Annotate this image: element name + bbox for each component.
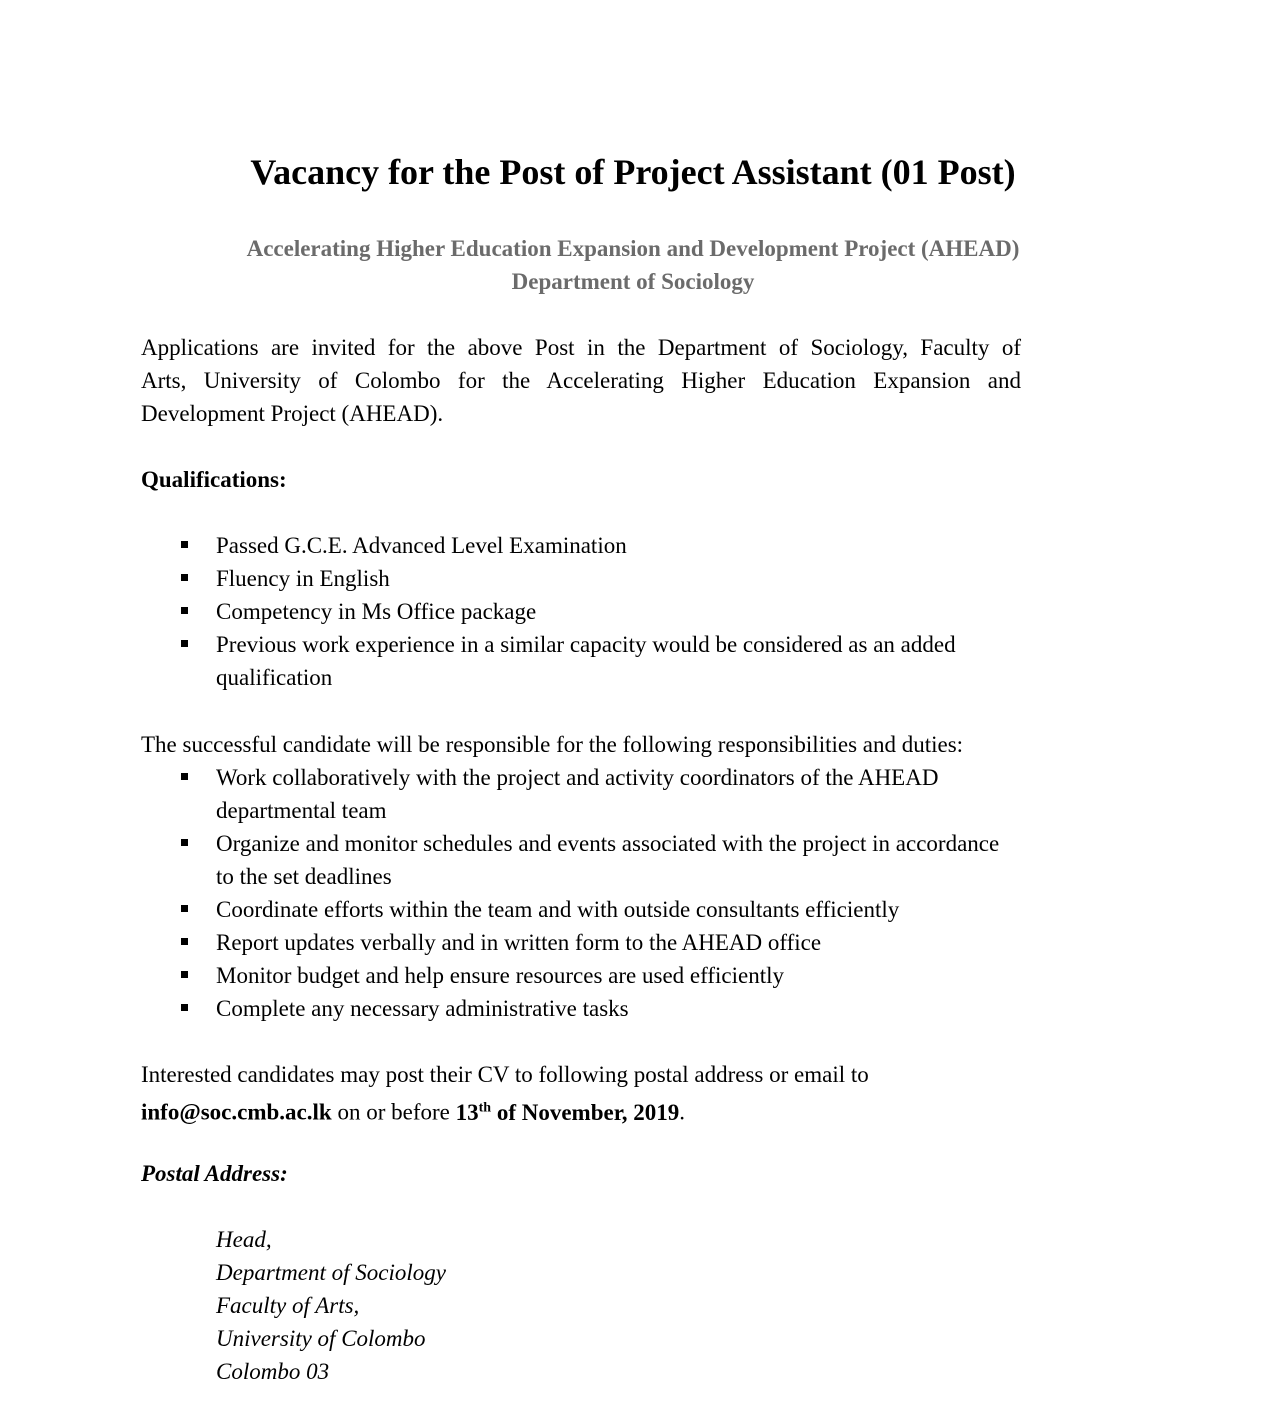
square-bullet-icon bbox=[181, 971, 188, 978]
list-item bbox=[141, 893, 999, 926]
list-item-text: to the set deadlines bbox=[216, 864, 392, 889]
list-item-text: Previous work experience in a similar capacity would be considered as an added bbox=[216, 632, 956, 657]
list-item-text: Report updates verbally and in written form to the AHEAD office bbox=[216, 930, 822, 955]
intro-paragraph bbox=[141, 331, 1021, 430]
intro-line: Development Project (AHEAD). bbox=[141, 401, 444, 426]
square-bullet-icon bbox=[181, 905, 188, 912]
address-line: Colombo 03 bbox=[216, 1359, 330, 1384]
deadline-day: 13 bbox=[455, 1099, 479, 1125]
list-item bbox=[141, 992, 999, 1025]
list-item bbox=[141, 562, 956, 595]
list-item bbox=[141, 595, 956, 628]
list-item bbox=[141, 761, 999, 827]
apply-end: . bbox=[679, 1099, 686, 1125]
list-item-text: Monitor budget and help ensure resources are used efficiently bbox=[216, 963, 784, 988]
square-bullet-icon bbox=[181, 1004, 188, 1011]
address-line: Head, bbox=[216, 1227, 272, 1252]
intro-line: Arts, University of Colombo for the Accelerating Higher Education Expansion and bbox=[141, 368, 1021, 393]
project-name: Accelerating Higher Education Expansion and Development Project (AHEAD) bbox=[246, 236, 1020, 261]
email-address[interactable]: info@soc.cmb.ac.lk bbox=[141, 1099, 332, 1125]
project-subtitle bbox=[0, 232, 1266, 298]
address-line: Department of Sociology bbox=[216, 1260, 446, 1285]
list-item-text: departmental team bbox=[216, 798, 387, 823]
department-name: Department of Sociology bbox=[511, 269, 755, 294]
deadline-date bbox=[456, 1100, 680, 1125]
qualifications-heading: Qualifications: bbox=[141, 467, 287, 492]
postal-address bbox=[216, 1223, 446, 1388]
address-line: University of Colombo bbox=[216, 1326, 426, 1351]
square-bullet-icon bbox=[181, 574, 188, 581]
list-item bbox=[141, 926, 999, 959]
square-bullet-icon bbox=[181, 938, 188, 945]
deadline-day-suffix: th bbox=[478, 1100, 492, 1115]
list-item-text: Complete any necessary administrative tasks bbox=[216, 996, 629, 1021]
list-item bbox=[141, 827, 999, 893]
duties-intro: The successful candidate will be responsible for the following responsibilities and duties: bbox=[141, 732, 964, 757]
intro-line: Applications are invited for the above Post in the Department of Sociology, Faculty of bbox=[141, 335, 1021, 360]
list-item bbox=[141, 529, 956, 562]
duties-list bbox=[141, 761, 999, 1025]
list-item bbox=[141, 628, 956, 694]
apply-line: Interested candidates may post their CV to following postal address or email to bbox=[141, 1062, 869, 1087]
list-item bbox=[141, 959, 999, 992]
list-item-text: Organize and monitor schedules and events associated with the project in accordance bbox=[216, 831, 1000, 856]
square-bullet-icon bbox=[181, 640, 188, 647]
qualifications-list bbox=[141, 529, 956, 694]
address-line: Faculty of Arts, bbox=[216, 1293, 360, 1318]
list-item-text: Passed G.C.E. Advanced Level Examination bbox=[216, 533, 627, 558]
list-item-text: Competency in Ms Office package bbox=[216, 599, 537, 624]
square-bullet-icon bbox=[181, 541, 188, 548]
square-bullet-icon bbox=[181, 839, 188, 846]
square-bullet-icon bbox=[181, 607, 188, 614]
list-item-text: Work collaboratively with the project and activity coordinators of the AHEAD bbox=[216, 765, 939, 790]
list-item-text: qualification bbox=[216, 665, 333, 690]
postal-heading: Postal Address: bbox=[141, 1161, 288, 1186]
deadline-rest: of November, 2019 bbox=[491, 1099, 680, 1125]
apply-paragraph bbox=[141, 1058, 869, 1129]
list-item-text: Coordinate efforts within the team and with outside consultants efficiently bbox=[216, 897, 900, 922]
square-bullet-icon bbox=[181, 773, 188, 780]
page-title: Vacancy for the Post of Project Assistant (01 Post) bbox=[250, 152, 1016, 192]
apply-text: on or before bbox=[331, 1099, 456, 1125]
list-item-text: Fluency in English bbox=[216, 566, 390, 591]
